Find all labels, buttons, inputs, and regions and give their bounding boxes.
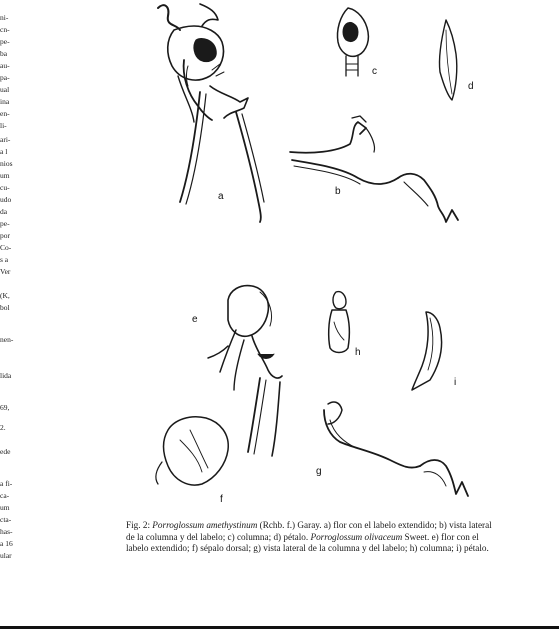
left-column-fragment: um — [0, 172, 10, 180]
left-column-fragment: Co- — [0, 244, 12, 252]
drawing-h-column — [329, 292, 350, 353]
left-column-fragment: au- — [0, 62, 10, 70]
caption-text-2: Sweet. e) flor con el labelo extendido; f) sépalo dorsal; g) vista lateral de la columna y del labelo; h) columna; i) pétalo. — [126, 531, 489, 554]
left-column-fragment: nios — [0, 160, 13, 168]
left-column-fragment: ni- — [0, 14, 9, 22]
left-column-fragment: ede — [0, 448, 11, 456]
left-column-fragment: Ver — [0, 268, 11, 276]
label-g: g — [316, 466, 322, 477]
left-column-fragment: 69, — [0, 404, 10, 412]
left-column-fragment: en- — [0, 110, 10, 118]
left-column-fragment: ari- — [0, 136, 11, 144]
drawing-a-flower — [158, 4, 264, 222]
left-column-fragment: pe- — [0, 220, 10, 228]
label-d: d — [468, 81, 474, 92]
left-text-column — [0, 0, 20, 600]
label-e: e — [192, 314, 198, 325]
botanical-figure — [140, 0, 500, 515]
drawing-f-dorsal-sepal — [156, 417, 228, 485]
left-column-fragment: a l — [0, 148, 8, 156]
left-column-fragment: lida — [0, 372, 12, 380]
label-c: c — [372, 66, 377, 77]
figure-caption — [126, 520, 496, 555]
left-column-fragment: ular — [0, 552, 12, 560]
left-column-fragment: udo — [0, 196, 12, 204]
label-i: i — [454, 377, 457, 388]
drawing-g-lateral — [324, 402, 468, 496]
caption-text-1: (Rchb. f.) Garay. a) flor con el labelo extendido; b) vista lateral de la columna y del labelo; c) columna; d) pétalo. — [126, 520, 492, 542]
drawing-b-lateral — [290, 116, 458, 222]
left-column-fragment: pe- — [0, 38, 10, 46]
label-f: f — [220, 494, 223, 505]
label-b: b — [335, 186, 341, 197]
left-column-fragment: has- — [0, 528, 13, 536]
caption-figure-number: Fig. 2: — [126, 520, 150, 530]
drawing-c-column — [337, 8, 368, 76]
left-column-fragment: ina — [0, 98, 10, 106]
left-column-fragment: ca- — [0, 492, 10, 500]
page-bottom-rule — [0, 626, 559, 629]
left-column-fragment: ual — [0, 86, 10, 94]
caption-species-2: Porroglossum olivaceum — [310, 531, 403, 542]
left-column-fragment: a fi- — [0, 480, 13, 488]
drawing-i-petal — [412, 312, 442, 390]
left-column-fragment: s a — [0, 256, 9, 264]
left-column-fragment: um — [0, 504, 10, 512]
left-column-fragment: da — [0, 208, 8, 216]
left-column-fragment: cta- — [0, 516, 12, 524]
left-column-fragment: nen- — [0, 336, 14, 344]
left-column-fragment: cn- — [0, 26, 10, 34]
left-column-fragment: cu- — [0, 184, 10, 192]
left-column-fragment: por — [0, 232, 10, 240]
caption-species-1: Porroglossum amethystinum — [152, 520, 258, 530]
left-column-fragment: (K, — [0, 292, 10, 300]
left-column-fragment: 2. — [0, 424, 6, 432]
drawing-e-flower — [208, 286, 282, 456]
left-column-fragment: bol — [0, 304, 10, 312]
left-column-fragment: pa- — [0, 74, 10, 82]
label-h: h — [355, 347, 361, 358]
left-column-fragment: a 16 — [0, 540, 13, 548]
drawing-d-petal — [439, 20, 456, 100]
left-column-fragment: ba — [0, 50, 8, 58]
left-column-fragment: li- — [0, 122, 7, 130]
label-a: a — [218, 191, 224, 202]
